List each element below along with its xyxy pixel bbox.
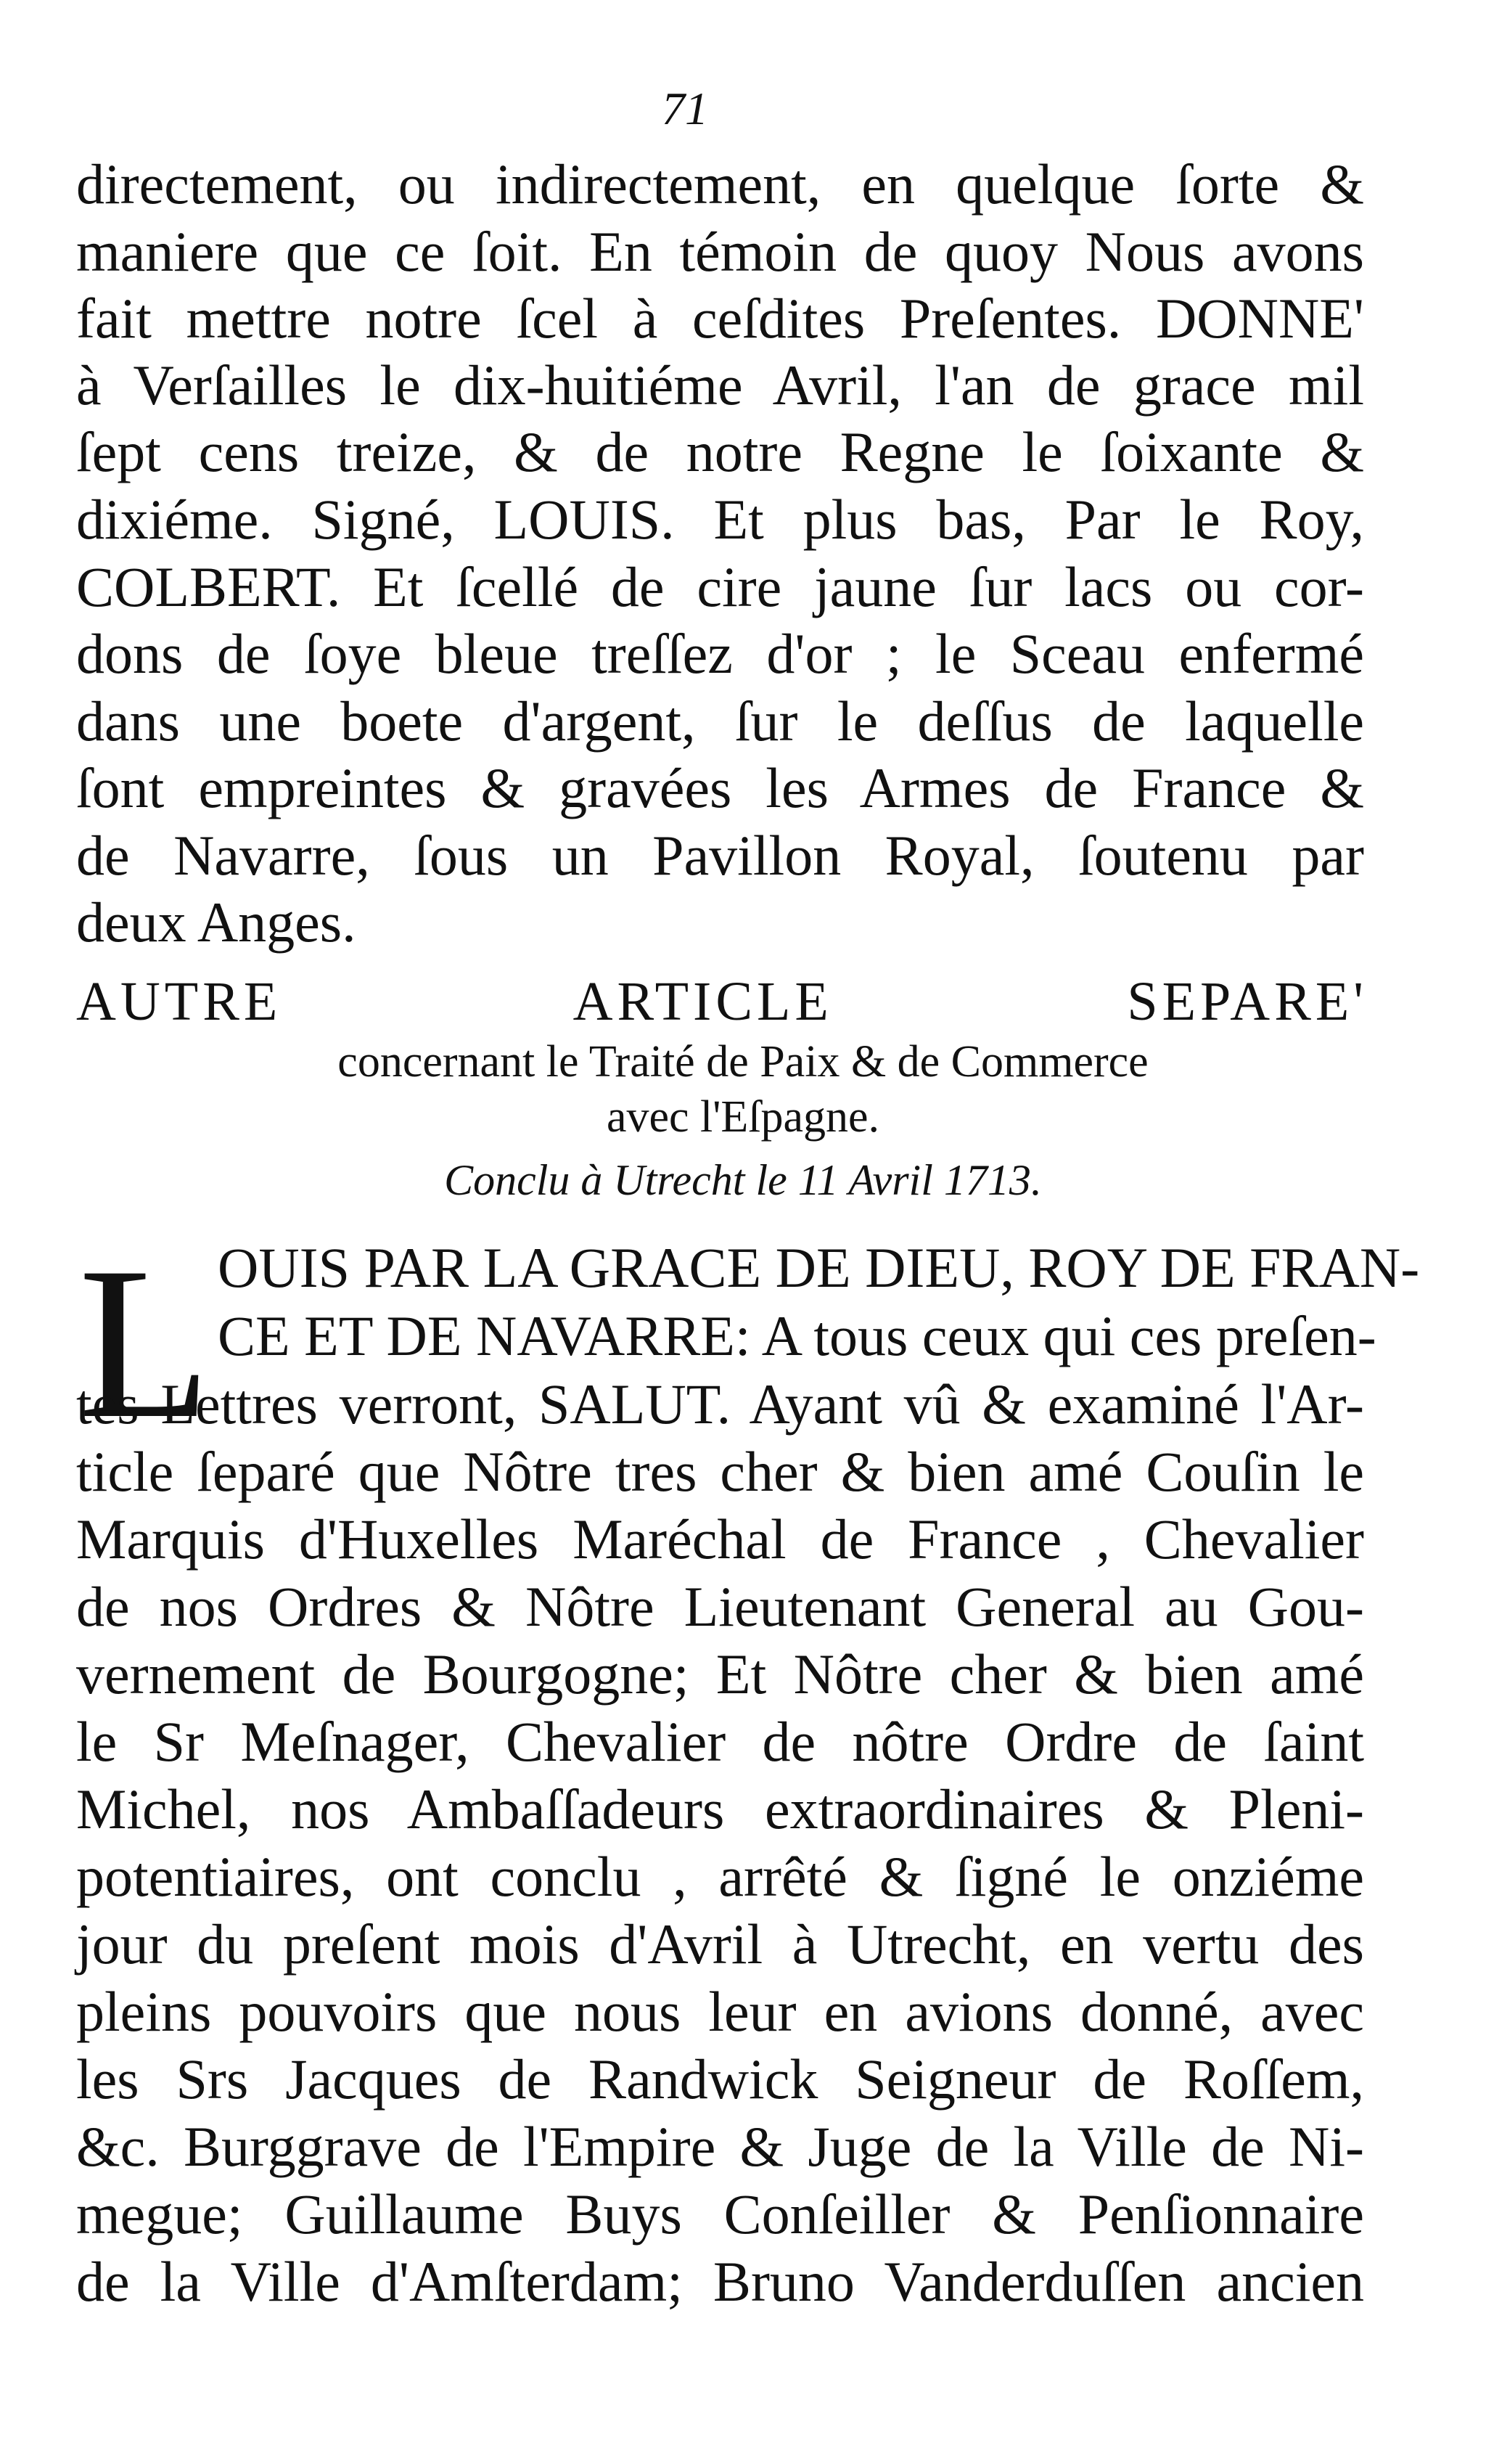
- text-line: potentiaires, ont conclu , arrêté & ſigné le onziéme: [76, 1845, 1364, 1908]
- text-line: vernement de Bourgogne; Et Nôtre cher & bien amé: [76, 1642, 1364, 1706]
- text-line: de la Ville d'Amſterdam; Bruno Vanderduſſen ancien: [76, 2250, 1364, 2313]
- text-line: CE ET DE NAVARRE: A tous ceux qui ces preſen-: [218, 1304, 1376, 1367]
- section-subheading: avec l'Eſpagne.: [606, 1092, 880, 1142]
- text-line: le Sr Meſnager, Chevalier de nôtre Ordre de ſaint: [76, 1710, 1364, 1773]
- section-subheading: concernant le Traité de Paix & de Commerce: [337, 1037, 1149, 1086]
- text-line: fait mettre notre ſcel à ceſdites Preſentes. DONNE': [76, 287, 1364, 350]
- drop-cap: L: [78, 1222, 212, 1463]
- text-line: Marquis d'Huxelles Maréchal de France , Chevalier: [76, 1507, 1364, 1571]
- text-line: ticle ſeparé que Nôtre tres cher & bien amé Couſin le: [76, 1440, 1364, 1503]
- text-line: à Verſailles le dix-huitiéme Avril, l'an de grace mil: [76, 353, 1364, 417]
- section-heading: AUTRE ARTICLE SEPARE': [76, 971, 1368, 1032]
- text-line: COLBERT. Et ſcellé de cire jaune ſur lacs ou cor-: [76, 555, 1364, 618]
- text-line: dons de ſoye bleue treſſez d'or ; le Sceau enfermé: [76, 622, 1364, 685]
- text-line: jour du preſent mois d'Avril à Utrecht, en vertu des: [76, 1912, 1364, 1976]
- text-line: les Srs Jacques de Randwick Seigneur de Roſſem,: [76, 2047, 1364, 2111]
- text-line: maniere que ce ſoit. En témoin de quoy Nous avons: [76, 220, 1364, 283]
- text-line: de Navarre, ſous un Pavillon Royal, ſoutenu par: [76, 824, 1364, 887]
- text-line: Michel, nos Ambaſſadeurs extraordinaires & Pleni-: [76, 1777, 1364, 1841]
- text-line: deux Anges.: [76, 891, 356, 954]
- text-line: tes Lettres verront, SALUT. Ayant vû & examiné l'Ar-: [76, 1372, 1364, 1436]
- text-line: &c. Burggrave de l'Empire & Juge de la Ville de Ni-: [76, 2115, 1364, 2178]
- concluded-line: Conclu à Utrecht le 11 Avril 1713.: [444, 1156, 1042, 1204]
- text-line: pleins pouvoirs que nous leur en avions donné, avec: [76, 1980, 1364, 2043]
- text-line: megue; Guillaume Buys Conſeiller & Penſionnaire: [76, 2182, 1364, 2246]
- text-line: OUIS PAR LA GRACE DE DIEU, ROY DE FRAN-: [218, 1236, 1420, 1299]
- text-line: dans une boete d'argent, ſur le deſſus de laquelle: [76, 689, 1364, 753]
- text-line: directement, ou indirectement, en quelque ſorte &: [76, 152, 1364, 216]
- page-number: 71: [662, 83, 708, 134]
- text-line: dixiéme. Signé, LOUIS. Et plus bas, Par le Roy,: [76, 488, 1364, 551]
- text-line: ſont empreintes & gravées les Armes de France &: [76, 756, 1364, 819]
- text-line: de nos Ordres & Nôtre Lieutenant General au Gou-: [76, 1575, 1364, 1638]
- text-line: ſept cens treize, & de notre Regne le ſoixante &: [76, 420, 1364, 483]
